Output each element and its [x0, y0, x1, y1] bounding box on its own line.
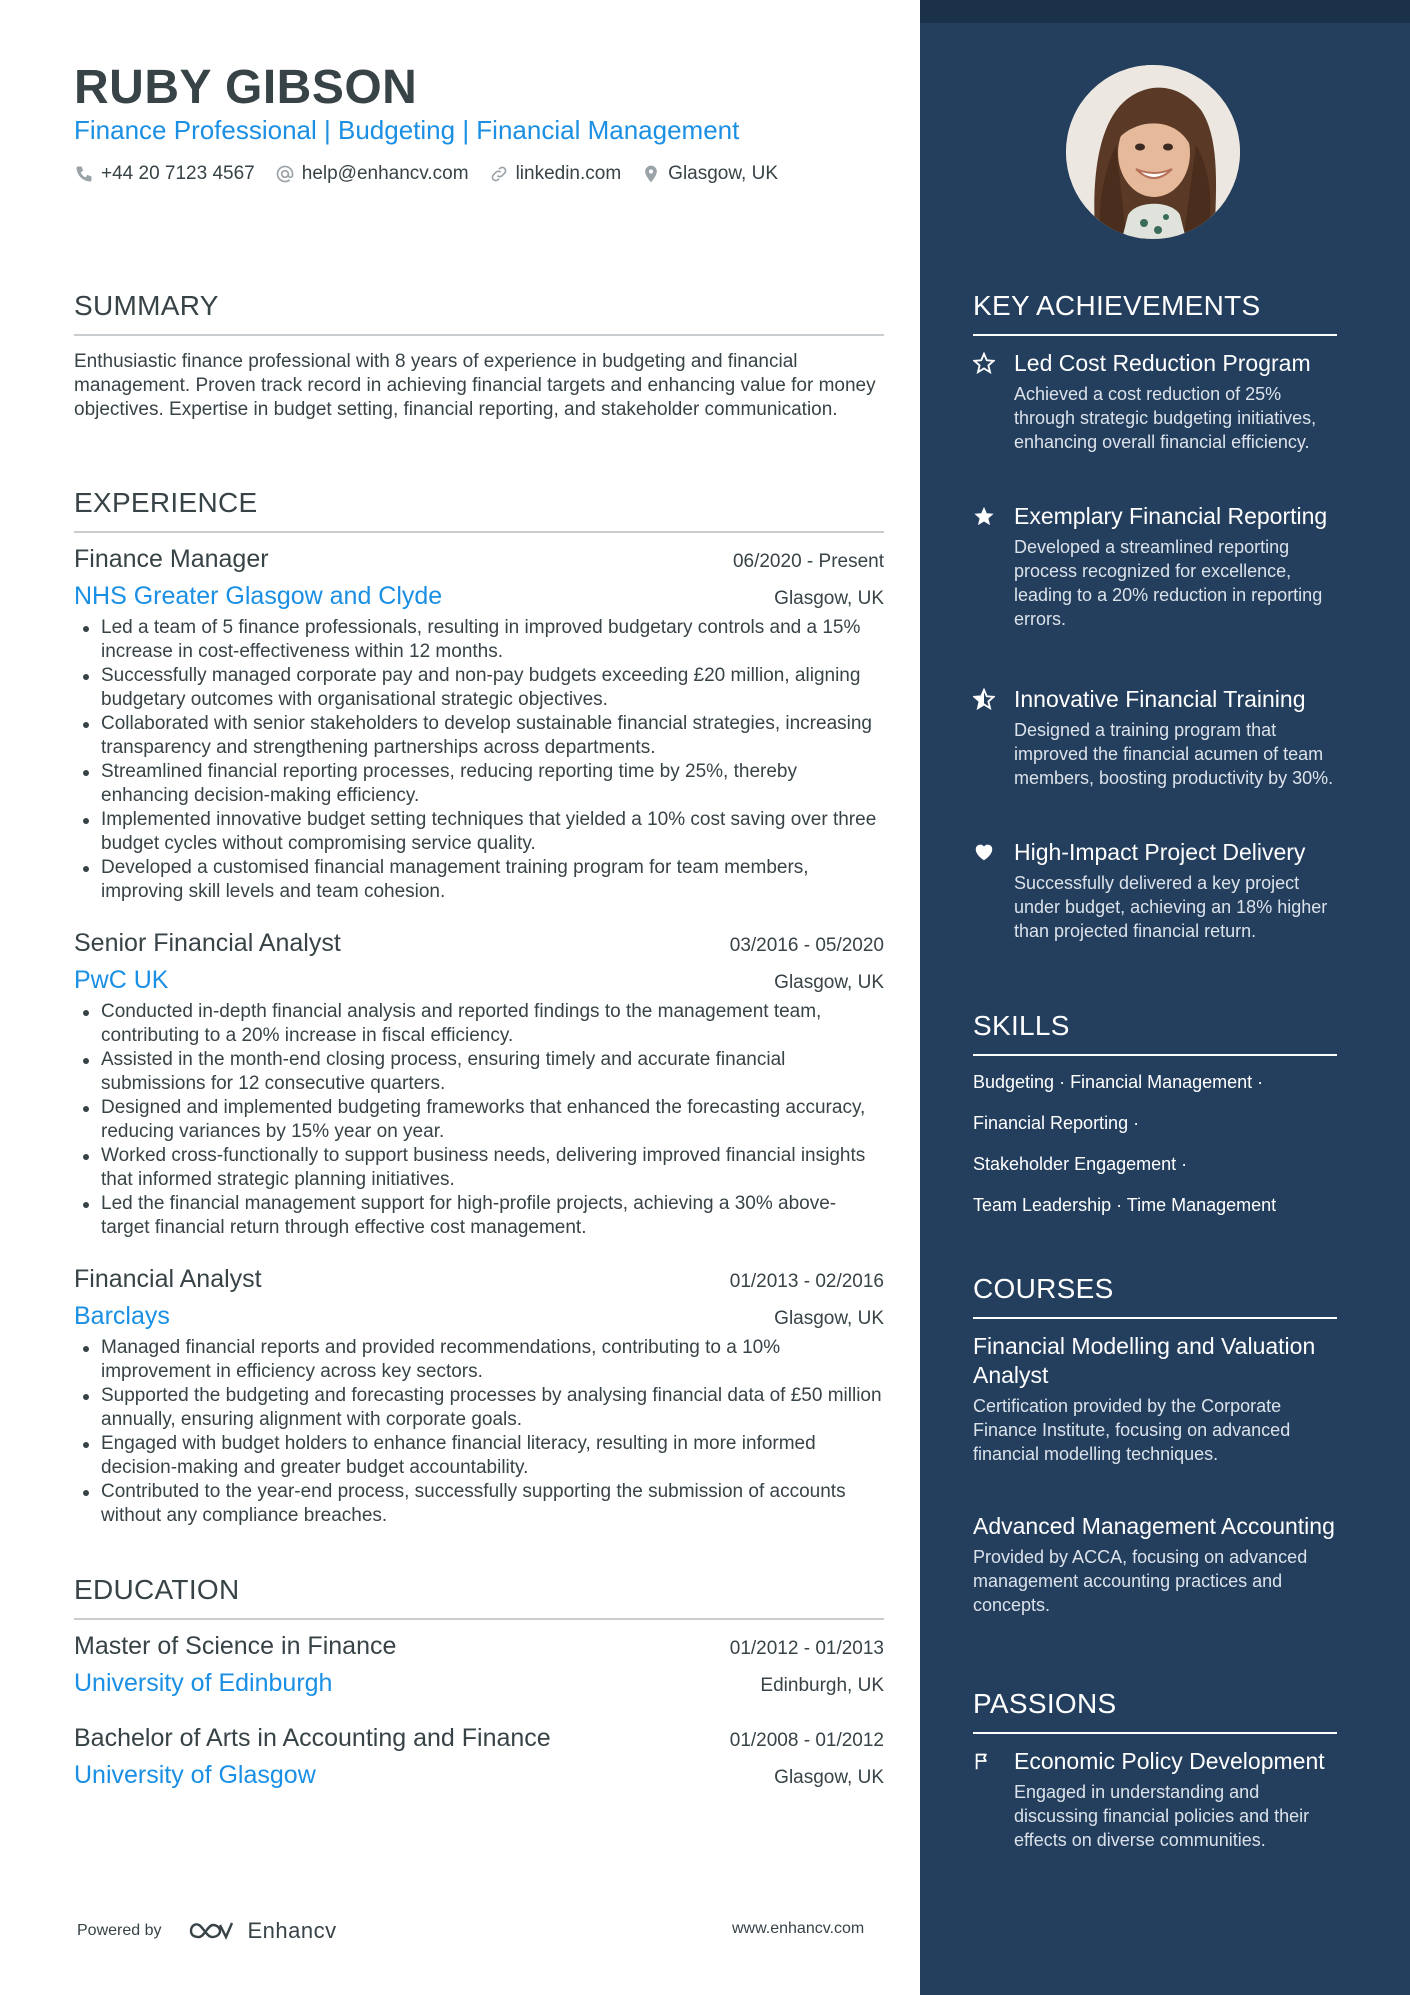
- sidebar-top-band: [920, 0, 1410, 23]
- achievement-item: [973, 349, 1337, 454]
- job-entry: [74, 1265, 884, 1528]
- contact-phone[interactable]: [74, 163, 255, 185]
- job-bullets: [74, 1336, 884, 1528]
- job-dates: 06/2020 - Present: [732, 551, 884, 572]
- edu-degree: Bachelor of Arts in Accounting and Finance: [74, 1724, 551, 1752]
- powered-by-label: Powered by: [77, 1922, 162, 1939]
- achievement-title: Led Cost Reduction Program: [1014, 350, 1311, 376]
- star-half-icon: [973, 688, 995, 710]
- bullet-item: Collaborated with senior stakeholders to develop sustainable financial strategies, increasing transparency and strengthening partnerships across departments.: [74, 712, 884, 760]
- contact-linkedin-text: linkedin.com: [515, 163, 622, 184]
- summary-heading: SUMMARY: [74, 290, 884, 336]
- bullet-item: Successfully managed corporate pay and non-pay budgets exceeding £20 million, aligning budgetary outcomes with organisational strategic objectives.: [74, 664, 884, 712]
- achievement-desc: Designed a training program that improved the financial acumen of team members, boosting productivity by 30%.: [1014, 720, 1334, 788]
- achievement-title: Innovative Financial Training: [1014, 686, 1306, 712]
- edu-location: Edinburgh, UK: [760, 1675, 884, 1696]
- skills-list: [973, 1068, 1337, 1232]
- sidebar: [920, 0, 1410, 1995]
- skills-line: Stakeholder Engagement ·: [973, 1154, 1188, 1174]
- course-desc: Certification provided by the Corporate Finance Institute, focusing on advanced financial modelling techniques.: [973, 1396, 1291, 1464]
- bullet-item: Contributed to the year-end process, successfully supporting the submission of accounts without any compliance breaches.: [74, 1480, 884, 1528]
- job-company[interactable]: Barclays: [74, 1302, 170, 1330]
- achievement-item: [973, 502, 1337, 631]
- bullet-item: Designed and implemented budgeting frameworks that enhanced the forecasting accuracy, reducing variances by 15% year on year.: [74, 1096, 884, 1144]
- edu-location: Glasgow, UK: [774, 1767, 884, 1788]
- edu-school[interactable]: University of Glasgow: [74, 1761, 316, 1789]
- skills-line: Financial Reporting ·: [973, 1113, 1140, 1133]
- bullet-item: Managed financial reports and provided recommendations, contributing to a 10% improvement in efficiency across key sectors.: [74, 1336, 884, 1384]
- course-item: [973, 1512, 1337, 1617]
- job-location: Glasgow, UK: [774, 588, 884, 609]
- experience-heading: EXPERIENCE: [74, 487, 884, 533]
- course-title: Financial Modelling and Valuation Analyst: [973, 1333, 1316, 1388]
- achievement-desc: Achieved a cost reduction of 25% through strategic budgeting initiatives, enhancing overall financial efficiency.: [1014, 384, 1317, 452]
- contact-linkedin[interactable]: [489, 163, 622, 185]
- job-entry: [74, 545, 884, 904]
- passion-desc: Engaged in understanding and discussing financial policies and their effects on diverse communities.: [1014, 1782, 1310, 1850]
- contact-location: [641, 163, 778, 185]
- link-icon: [489, 164, 509, 184]
- bullet-item: Led the financial management support for high-profile projects, achieving a 30% above-target financial return through effective cost management.: [74, 1192, 884, 1240]
- footer-website[interactable]: www.enhancv.com: [732, 1920, 865, 1937]
- star-outline-icon: [973, 352, 995, 374]
- bullet-item: Implemented innovative budget setting techniques that yielded a 10% cost saving over three budget cycles without compromising service quality.: [74, 808, 884, 856]
- contact-phone-text: +44 20 7123 4567: [101, 163, 255, 184]
- contact-bar: [74, 163, 798, 185]
- achievement-title: Exemplary Financial Reporting: [1014, 503, 1328, 529]
- job-bullets: [74, 616, 884, 904]
- avatar-illustration: [1066, 65, 1240, 239]
- edu-dates: 01/2012 - 01/2013: [729, 1638, 884, 1659]
- tagline: Finance Professional | Budgeting | Financial Management: [74, 115, 740, 145]
- job-dates: 01/2013 - 02/2016: [729, 1271, 884, 1292]
- achievement-item: [973, 685, 1337, 790]
- bullet-item: Streamlined financial reporting processes, reducing reporting time by 25%, thereby enhancing decision-making efficiency.: [74, 760, 884, 808]
- bullet-item: Developed a customised financial management training program for team members, improving skill levels and team cohesion.: [74, 856, 884, 904]
- bullet-item: Supported the budgeting and forecasting processes by analysing financial data of £50 million annually, ensuring alignment with corporate goals.: [74, 1384, 884, 1432]
- heart-icon: [973, 841, 995, 863]
- education-entry: [74, 1632, 884, 1698]
- job-location: Glasgow, UK: [774, 1308, 884, 1329]
- contact-location-text: Glasgow, UK: [668, 163, 778, 184]
- skills-heading: SKILLS: [973, 1010, 1337, 1056]
- enhancv-logo-icon: [188, 1919, 234, 1943]
- edu-dates: 01/2008 - 01/2012: [729, 1730, 884, 1751]
- job-dates: 03/2016 - 05/2020: [729, 935, 884, 956]
- job-role: Financial Analyst: [74, 1265, 262, 1293]
- achievements-heading: KEY ACHIEVEMENTS: [973, 290, 1337, 336]
- contact-email-text: help@enhancv.com: [301, 163, 469, 184]
- brand-name: Enhancv: [247, 1918, 337, 1943]
- summary-text: Enthusiastic finance professional with 8 years of experience in budgeting and financial management. Proven track record in achieving financial targets and enhancing value for money objectives. Expertise in budget setting, financial reporting, and stakeholder communication.: [74, 351, 876, 420]
- achievement-desc: Successfully delivered a key project under budget, achieving an 18% higher than projected financial return.: [1014, 873, 1328, 941]
- job-company[interactable]: NHS Greater Glasgow and Clyde: [74, 582, 443, 610]
- job-location: Glasgow, UK: [774, 972, 884, 993]
- education-heading: EDUCATION: [74, 1574, 884, 1620]
- location-pin-icon: [641, 164, 661, 184]
- skills-line: Budgeting · Financial Management ·: [973, 1072, 1264, 1092]
- passion-item: [973, 1747, 1337, 1852]
- candidate-name: RUBY GIBSON: [74, 61, 418, 114]
- passions-heading: PASSIONS: [973, 1688, 1337, 1734]
- course-item: [973, 1332, 1337, 1466]
- edu-degree: Master of Science in Finance: [74, 1632, 397, 1660]
- course-desc: Provided by ACCA, focusing on advanced management accounting practices and concepts.: [973, 1547, 1308, 1615]
- bullet-item: Assisted in the month-end closing process, ensuring timely and accurate financial submissions for 12 consecutive quarters.: [74, 1048, 884, 1096]
- job-role: Finance Manager: [74, 545, 269, 573]
- achievement-item: [973, 838, 1337, 943]
- flag-icon: [973, 1750, 995, 1772]
- phone-icon: [74, 164, 94, 184]
- enhancv-brand[interactable]: [188, 1918, 337, 1944]
- star-icon: [973, 505, 995, 527]
- bullet-item: Led a team of 5 finance professionals, resulting in improved budgetary controls and a 15% increase in cost-effectiveness within 12 months.: [74, 616, 884, 664]
- bullet-item: Conducted in-depth financial analysis and reported findings to the management team, contributing to a 20% increase in fiscal efficiency.: [74, 1000, 884, 1048]
- bullet-item: Worked cross-functionally to support business needs, delivering improved financial insights that informed strategic planning initiatives.: [74, 1144, 884, 1192]
- footer-powered-by: [77, 1918, 337, 1944]
- contact-email[interactable]: [275, 163, 469, 185]
- bullet-item: Engaged with budget holders to enhance financial literacy, resulting in more informed decision-making and greater budget accountability.: [74, 1432, 884, 1480]
- at-icon: [275, 164, 295, 184]
- job-role: Senior Financial Analyst: [74, 929, 341, 957]
- profile-photo: [1066, 65, 1240, 239]
- passion-title: Economic Policy Development: [1014, 1748, 1325, 1774]
- courses-heading: COURSES: [973, 1273, 1337, 1319]
- job-entry: [74, 929, 884, 1240]
- achievement-title: High-Impact Project Delivery: [1014, 839, 1306, 865]
- job-bullets: [74, 1000, 884, 1240]
- achievement-desc: Developed a streamlined reporting process recognized for excellence, leading to a 20% reduction in reporting errors.: [1014, 537, 1323, 629]
- job-company[interactable]: PwC UK: [74, 966, 169, 994]
- course-title: Advanced Management Accounting: [973, 1513, 1335, 1539]
- edu-school[interactable]: University of Edinburgh: [74, 1669, 333, 1697]
- education-entry: [74, 1724, 884, 1790]
- skills-line: Team Leadership · Time Management: [973, 1195, 1277, 1215]
